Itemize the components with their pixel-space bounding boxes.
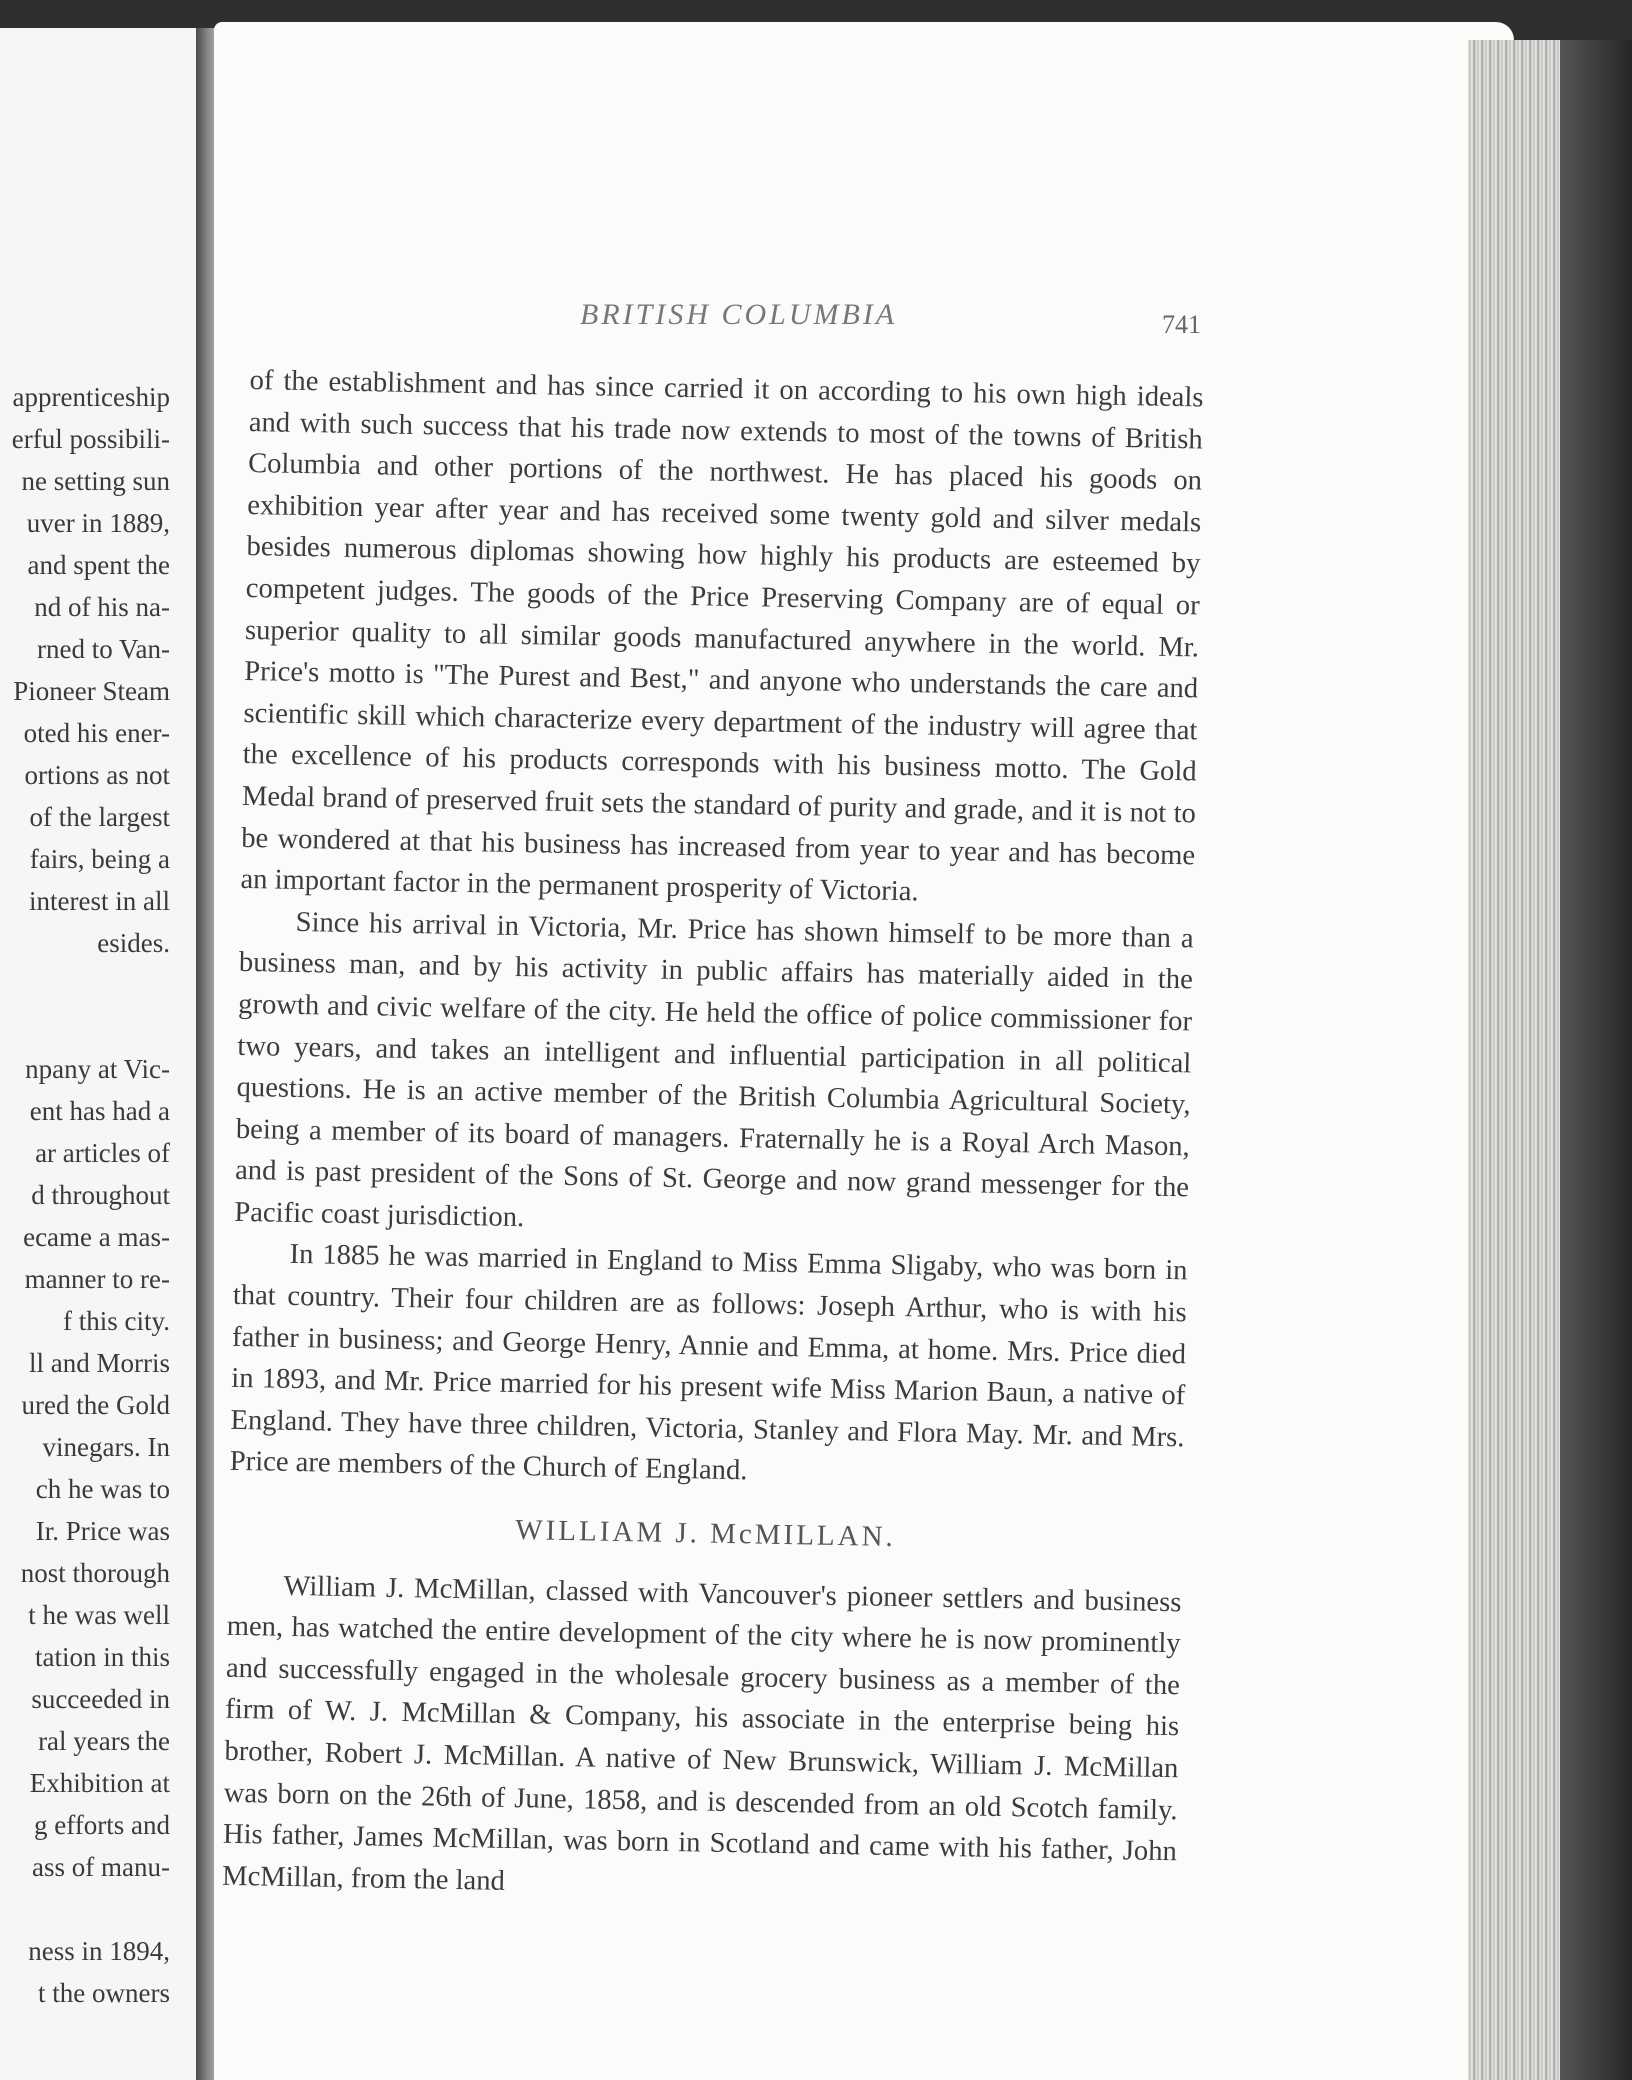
left-page-line: interest in all [29, 886, 170, 916]
left-page-line: tation in this [35, 1642, 170, 1672]
running-head: BRITISH COLUMBIA [580, 298, 898, 331]
page-edge-shadow [1560, 40, 1632, 2080]
left-page-line: ar articles of [35, 1138, 170, 1168]
left-page-line: esides. [97, 928, 170, 958]
left-page-line: t he was well [28, 1600, 170, 1630]
left-page-line: Ir. Price was [35, 1516, 170, 1546]
paragraph: William J. McMillan, classed with Vancouver's pioneer settlers and business men, has watched the entire development of the city where he is now prominently and successfully engaged in the wholesale grocery business as a member of the firm of W. J. McMillan & Company, his associate in the enterprise being his brother, Robert J. McMillan. A native of New Brunswick, William J. McMillan was born on the 26th of June, 1858, and is descended from an old Scotch family. His father, James McMillan, was born in Scotland and came with his father, John McMillan, from the land [221, 1570, 1182, 1897]
left-page-line: ent has had a [29, 1096, 170, 1126]
left-page-line: apprenticeship [12, 382, 170, 412]
left-page-line: manner to re- [24, 1264, 170, 1294]
left-page-line: uver in 1889, [26, 508, 170, 538]
left-page-line: nost thorough [20, 1558, 170, 1588]
left-page-line: rned to Van- [37, 634, 170, 664]
left-page-line [0, 1006, 170, 1048]
left-page-line: Exhibition at [29, 1768, 170, 1798]
left-page-text [0, 376, 170, 2014]
left-page-line [0, 1888, 170, 1930]
left-page-line: Pioneer Steam [13, 676, 170, 706]
page-body [222, 360, 1204, 1915]
left-page-line: fairs, being a [29, 844, 170, 874]
left-page-line: vinegars. In [42, 1432, 170, 1462]
paragraph: Since his arrival in Victoria, Mr. Price has shown himself to be more than a business man, and by his activity in public affairs has materially aided in the growth and civic welfare of the city. He held the office of police commissioner for two years, and takes an intelligent and influential participation in all political questions. He is an active member of the British Columbia Agricultural Society, being a member of its board of managers. Fraternally he is a Royal Arch Mason, and is past president of the Sons of St. George and now grand messenger for the Pacific coast jurisdiction. [234, 906, 1194, 1234]
left-page-line: of the largest [29, 802, 170, 832]
left-page-line: ll and Morris [29, 1348, 170, 1378]
left-facing-page [0, 28, 200, 2080]
left-page-line: t the owners [38, 1978, 170, 2008]
left-page-line: and spent the [27, 550, 170, 580]
left-page-line: ch he was to [35, 1474, 170, 1504]
left-page-line: ral years the [38, 1726, 170, 1756]
left-page-line: succeeded in [31, 1684, 170, 1714]
paragraph: of the establishment and has since carried it on according to his own high ideals and with such success that his trade now extends to most of the towns of British Columbia and other portions of the northwest. He has placed his goods on exhibition year after year and has received some twenty gold and silver medals besides numerous diplomas showing how highly his products are esteemed by competent judges. The goods of the Price Preserving Company are of equal or superior quality to all similar goods manufactured anywhere in the world. Mr. Price's motto is "The Purest and Best," and anyone who understands the care and scientific skill which characterize every department of the industry will agree that the excellence of his products corresponds with his business motto. The Gold Medal brand of preserved fruit sets the standard of purity and grade, and it is not to be wondered at that his business has increased from year to year and has become an important factor in the permanent prosperity of Victoria. [240, 364, 1204, 908]
left-page-line: ecame a mas- [23, 1222, 170, 1252]
left-page-line: ured the Gold [21, 1390, 170, 1420]
left-page-line [0, 964, 170, 1006]
left-page-line: f this city. [63, 1306, 170, 1336]
left-page-line: d throughout [31, 1180, 170, 1210]
left-page-line: ne setting sun [21, 466, 170, 496]
page-number: 741 [1162, 310, 1201, 339]
left-page-line: ness in 1894, [28, 1936, 170, 1966]
left-page-line: npany at Vic- [25, 1054, 170, 1084]
section-heading: WILLIAM J. McMILLAN. [515, 1514, 897, 1554]
left-page-line: oted his ener- [23, 718, 170, 748]
paragraph: In 1885 he was married in England to Miss Emma Sligaby, who was born in that country. Their four children are as follows: Joseph Arthur, who is with his father in business; and George Henry, Annie and Emma, at home. Mrs. Price died in 1893, and Mr. Price married for his present wife Miss Marion Baun, a native of England. They have three children, Victoria, Stanley and Flora May. Mr. and Mrs. Price are members of the Church of England. [229, 1239, 1188, 1487]
page-edges [1468, 40, 1568, 2080]
left-page-line: g efforts and [34, 1810, 170, 1840]
left-page-line: erful possibili- [11, 424, 170, 454]
left-page-line: ortions as not [24, 760, 170, 790]
left-page-line: nd of his na- [34, 592, 170, 622]
left-page-line: ass of manu- [32, 1852, 170, 1882]
